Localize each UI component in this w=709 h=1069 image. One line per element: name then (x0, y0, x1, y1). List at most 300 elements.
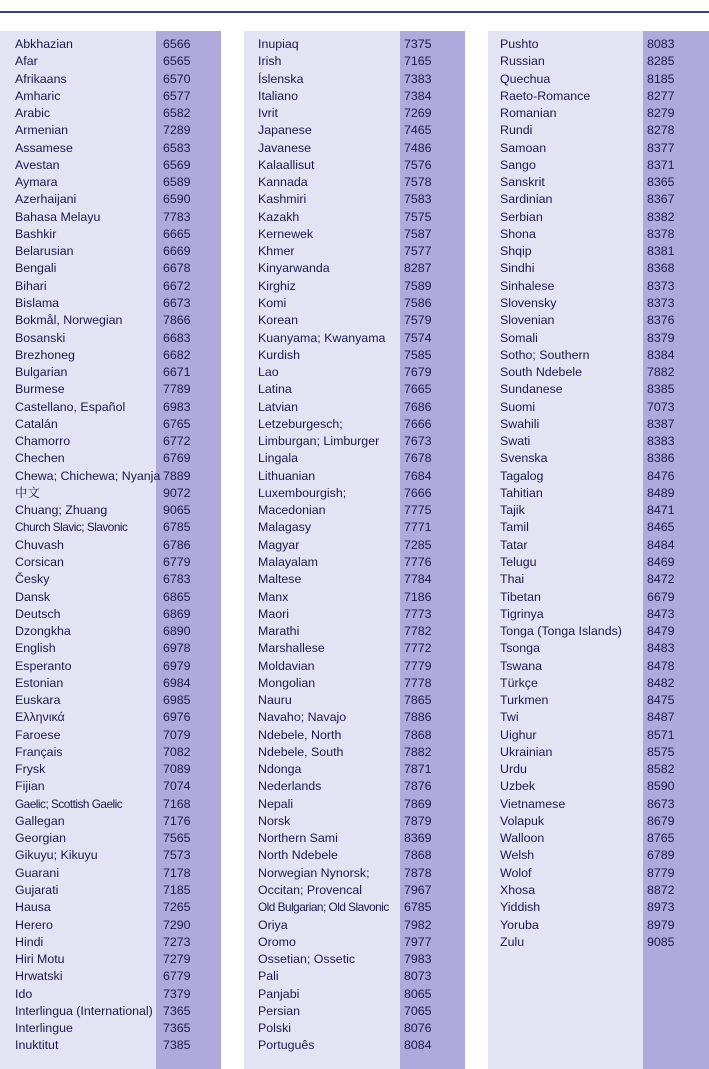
language-row (488, 88, 709, 105)
language-code: 7082 (163, 744, 191, 759)
language-row (244, 519, 465, 536)
language-code: 7186 (404, 589, 432, 604)
language-row (0, 709, 221, 726)
language-name: Deutsch (15, 606, 61, 621)
language-code: 6979 (163, 658, 191, 673)
language-row (488, 554, 709, 571)
language-row (488, 727, 709, 744)
language-code: 6665 (163, 226, 191, 241)
language-code: 8590 (647, 779, 675, 794)
language-name: Herero (15, 917, 53, 932)
language-row (0, 278, 221, 295)
language-code: 7573 (163, 848, 191, 863)
language-name: Somali (500, 330, 538, 345)
language-row (0, 519, 221, 536)
language-name: Bokmål, Norwegian (15, 313, 123, 328)
language-row (244, 399, 465, 416)
language-code: 8185 (647, 71, 675, 86)
language-code: 7771 (404, 520, 432, 535)
language-code: 7384 (404, 88, 432, 103)
language-name: Interlingua (International) (15, 1003, 153, 1018)
language-code: 8387 (647, 416, 675, 431)
language-code: 7176 (163, 813, 191, 828)
language-code: 8084 (404, 1038, 432, 1053)
language-row (488, 813, 709, 830)
language-name: Irish (258, 54, 282, 69)
language-name: Nepali (258, 796, 294, 811)
language-code: 8484 (647, 537, 675, 552)
language-name: Russian (500, 54, 545, 69)
language-name: Volapuk (500, 813, 545, 828)
language-code: 8083 (647, 37, 675, 51)
language-row (488, 847, 709, 864)
language-code: 7967 (404, 883, 432, 898)
language-name: Frysk (15, 762, 46, 777)
language-name: Korean (258, 313, 298, 328)
language-code: 7265 (163, 900, 191, 915)
language-name: Pali (258, 969, 279, 984)
language-row (244, 122, 465, 139)
language-code: 7465 (404, 123, 432, 138)
language-code: 8377 (647, 140, 675, 155)
language-name: Esperanto (15, 658, 72, 673)
language-row (0, 468, 221, 485)
language-code: 7865 (404, 693, 432, 708)
language-name: Raeto-Romance (500, 88, 591, 103)
language-code: 6577 (163, 88, 191, 103)
language-name: Italiano (258, 88, 298, 103)
language-code: 8872 (647, 883, 675, 898)
language-code: 7073 (647, 399, 675, 414)
language-name: Nederlands (258, 779, 322, 794)
language-name: Zulu (500, 934, 525, 949)
language-row (488, 399, 709, 416)
language-name: Burmese (15, 382, 65, 397)
language-row (488, 865, 709, 882)
language-code: 8385 (647, 382, 675, 397)
language-name: Kazakh (258, 209, 300, 224)
language-row (488, 53, 709, 70)
language-code: 6679 (647, 589, 675, 604)
language-row (0, 571, 221, 588)
language-name: Magyar (258, 537, 300, 552)
language-row (244, 692, 465, 709)
language-code: 7886 (404, 710, 432, 725)
language-row (244, 433, 465, 450)
language-row (0, 226, 221, 243)
language-code: 7269 (404, 106, 432, 121)
language-name: Tamil (500, 520, 529, 535)
language-code: 7585 (404, 347, 432, 362)
language-name: Abkhazian (15, 37, 73, 51)
language-code: 6669 (163, 244, 191, 259)
language-name: Kinyarwanda (258, 261, 330, 276)
language-code: 8365 (647, 175, 675, 190)
language-row (0, 865, 221, 882)
language-code: 6765 (163, 416, 191, 431)
language-row (244, 778, 465, 795)
language-name: Tigrinya (500, 606, 544, 621)
language-name: Samoan (500, 140, 547, 155)
language-code: 7586 (404, 295, 432, 310)
language-rows (244, 36, 465, 1055)
language-row (244, 934, 465, 951)
language-name: Javanese (258, 140, 312, 155)
language-name: Malagasy (258, 520, 312, 535)
language-code: 9065 (163, 503, 191, 518)
language-code: 8367 (647, 192, 675, 207)
language-row (244, 468, 465, 485)
language-name: Ido (15, 986, 33, 1001)
language-code: 8279 (647, 106, 675, 121)
language-row (0, 450, 221, 467)
language-row (0, 606, 221, 623)
language-name: Latvian (258, 399, 298, 414)
language-name: Belarusian (15, 244, 74, 259)
language-row (244, 364, 465, 381)
language-row (244, 968, 465, 985)
language-name: Avestan (15, 157, 60, 172)
language-row (244, 658, 465, 675)
language-row (0, 260, 221, 277)
language-row (244, 709, 465, 726)
language-code: 7273 (163, 934, 191, 949)
language-name: Serbian (500, 209, 543, 224)
language-code: 7684 (404, 468, 432, 483)
language-code: 6589 (163, 175, 191, 190)
language-code: 8979 (647, 917, 675, 932)
language-row (244, 53, 465, 70)
language-row (244, 554, 465, 571)
language-row (488, 796, 709, 813)
language-row (244, 36, 465, 53)
language-name: Ndebele, North (258, 727, 342, 742)
language-code: 7575 (404, 209, 432, 224)
language-row (0, 433, 221, 450)
language-name: Yoruba (500, 917, 539, 932)
language-row (244, 191, 465, 208)
language-code: 6984 (163, 675, 191, 690)
language-name: Kirghiz (258, 278, 296, 293)
language-code: 9085 (647, 934, 675, 949)
language-code: 8076 (404, 1021, 432, 1036)
language-row (488, 709, 709, 726)
language-row (244, 1037, 465, 1054)
language-code: 7589 (404, 278, 432, 293)
language-code: 6590 (163, 192, 191, 207)
language-name: Bosanski (15, 330, 66, 345)
language-name: Welsh (500, 848, 535, 863)
language-row (0, 105, 221, 122)
language-name: Gikuyu; Kikuyu (15, 848, 98, 863)
language-code: 7773 (404, 606, 432, 621)
language-code: 8471 (647, 503, 675, 518)
language-row (488, 260, 709, 277)
language-row (0, 796, 221, 813)
language-name: Moldavian (258, 658, 315, 673)
language-row (488, 278, 709, 295)
language-code: 7882 (647, 365, 675, 380)
language-code: 7665 (404, 382, 432, 397)
language-name: Inupiaq (258, 37, 299, 51)
language-row (0, 778, 221, 795)
language-name: Tatar (500, 537, 528, 552)
language-name: Corsican (15, 554, 64, 569)
language-code: 8571 (647, 727, 675, 742)
language-row (488, 761, 709, 778)
language-name: Gaelic; Scottish Gaelic (15, 796, 123, 811)
language-code: 7168 (163, 796, 191, 811)
language-name: Tswana (500, 658, 543, 673)
language-code: 7879 (404, 813, 432, 828)
language-name: Bulgarian (15, 365, 68, 380)
language-code: 8473 (647, 606, 675, 621)
language-name: Sango (500, 157, 536, 172)
language-name: Kernewek (258, 226, 314, 241)
language-row (244, 88, 465, 105)
language-code: 9072 (163, 485, 191, 500)
language-row (488, 589, 709, 606)
language-name: Ukrainian (500, 744, 553, 759)
language-name: Turkmen (500, 693, 549, 708)
language-code: 6772 (163, 434, 191, 449)
language-name: Thai (500, 572, 525, 587)
language-code: 7789 (163, 382, 191, 397)
language-name: Chuang; Zhuang (15, 503, 108, 518)
language-code: 8373 (647, 278, 675, 293)
language-name: Svenska (500, 451, 548, 466)
language-row (244, 899, 465, 916)
language-code: 7889 (163, 468, 191, 483)
language-name: Amharic (15, 88, 61, 103)
language-code: 7486 (404, 140, 432, 155)
language-name: Ossetian; Ossetic (258, 952, 356, 967)
language-row (244, 675, 465, 692)
language-row (0, 157, 221, 174)
language-name: Armenian (15, 123, 69, 138)
language-code: 7782 (404, 624, 432, 639)
language-code: 6779 (163, 554, 191, 569)
language-code: 6786 (163, 537, 191, 552)
language-row (488, 882, 709, 899)
language-row (488, 433, 709, 450)
language-name: Aymara (15, 175, 58, 190)
language-code: 8489 (647, 485, 675, 500)
language-code: 8373 (647, 295, 675, 310)
language-code: 8382 (647, 209, 675, 224)
language-code: 7565 (163, 831, 191, 846)
language-name: Português (258, 1038, 315, 1053)
language-code: 6683 (163, 330, 191, 345)
language-row (244, 105, 465, 122)
language-row (488, 174, 709, 191)
language-rows (488, 36, 709, 951)
language-name: Uighur (500, 727, 537, 742)
language-row (488, 381, 709, 398)
language-row (0, 295, 221, 312)
language-row (244, 951, 465, 968)
language-row (244, 416, 465, 433)
language-row (244, 882, 465, 899)
language-code: 6678 (163, 261, 191, 276)
language-code: 6978 (163, 641, 191, 656)
language-name: Maori (258, 606, 289, 621)
language-code: 7776 (404, 554, 432, 569)
language-row (244, 330, 465, 347)
language-row (488, 917, 709, 934)
language-row (488, 295, 709, 312)
language-row (0, 727, 221, 744)
language-code: 6983 (163, 399, 191, 414)
language-name: Xhosa (500, 883, 536, 898)
language-row (0, 1003, 221, 1020)
language-code: 8278 (647, 123, 675, 138)
language-row (488, 312, 709, 329)
language-code: 7579 (404, 313, 432, 328)
language-row (488, 606, 709, 623)
language-row (0, 88, 221, 105)
language-name: Rundi (500, 123, 533, 138)
language-row (244, 502, 465, 519)
language-row (244, 986, 465, 1003)
language-code: 8379 (647, 330, 675, 345)
language-name: Bislama (15, 295, 60, 310)
language-name: Afrikaans (15, 71, 67, 86)
language-code: 8482 (647, 675, 675, 690)
language-row (488, 468, 709, 485)
language-row (244, 243, 465, 260)
language-row (244, 140, 465, 157)
language-name: Romanian (500, 106, 557, 121)
language-row (0, 416, 221, 433)
language-row (0, 951, 221, 968)
language-name: Íslenska (258, 71, 304, 86)
language-name: Azerhaijani (15, 192, 77, 207)
language-code: 6869 (163, 606, 191, 621)
language-row (0, 675, 221, 692)
language-code: 7982 (404, 917, 432, 932)
language-name: Tonga (Tonga Islands) (500, 624, 622, 639)
language-code: 7577 (404, 244, 432, 259)
language-code: 6566 (163, 37, 191, 51)
language-row (488, 71, 709, 88)
language-row (244, 347, 465, 364)
language-row (488, 537, 709, 554)
language-column-3 (488, 31, 709, 1069)
language-name: Sanskrit (500, 175, 545, 190)
language-name: Fijian (15, 779, 45, 794)
language-name: Tibetan (500, 589, 541, 604)
language-name: Uzbek (500, 779, 536, 794)
language-name: Hrwatski (15, 969, 63, 984)
language-name: Komi (258, 295, 287, 310)
language-code: 7882 (404, 744, 432, 759)
language-code: 7868 (404, 727, 432, 742)
language-code: 6976 (163, 710, 191, 725)
language-row (0, 312, 221, 329)
language-row (244, 813, 465, 830)
language-name: Kuanyama; Kwanyama (258, 330, 386, 345)
language-row (244, 640, 465, 657)
language-row (0, 537, 221, 554)
language-row (244, 830, 465, 847)
language-name: Polski (258, 1021, 292, 1036)
language-code: 7673 (404, 434, 432, 449)
language-row (488, 519, 709, 536)
language-row (244, 1003, 465, 1020)
language-code: 6769 (163, 451, 191, 466)
language-code: 7583 (404, 192, 432, 207)
language-name: Tahitian (500, 485, 543, 500)
language-name: Français (15, 744, 63, 759)
language-row (488, 226, 709, 243)
language-name: Old Bulgarian; Old Slavonic (258, 900, 389, 915)
language-row (0, 640, 221, 657)
language-name: Macedonian (258, 503, 326, 518)
language-row (244, 847, 465, 864)
language-code: 6779 (163, 969, 191, 984)
language-name: Oromo (258, 934, 296, 949)
language-code: 8381 (647, 244, 675, 259)
language-code: 8487 (647, 710, 675, 725)
language-code: 8277 (647, 88, 675, 103)
language-code: 7285 (404, 537, 432, 552)
language-name: Kashmiri (258, 192, 307, 207)
language-name: Sardinian (500, 192, 553, 207)
language-row (0, 692, 221, 709)
language-code: 7383 (404, 71, 432, 86)
language-row (488, 485, 709, 502)
language-code: 7876 (404, 779, 432, 794)
language-row (0, 174, 221, 191)
language-name: Yiddish (500, 900, 541, 915)
language-row (488, 122, 709, 139)
language-name: Chewa; Chichewa; Nyanja (15, 468, 161, 483)
language-row (0, 502, 221, 519)
language-code: 7977 (404, 934, 432, 949)
language-row (0, 1037, 221, 1054)
language-name: Sotho; Southern (500, 347, 590, 362)
language-code: 7871 (404, 762, 432, 777)
language-row (0, 53, 221, 70)
language-code: 8378 (647, 226, 675, 241)
language-row (0, 658, 221, 675)
language-row (0, 847, 221, 864)
language-row (244, 623, 465, 640)
language-name: Slovensky (500, 295, 557, 310)
language-name: Walloon (500, 831, 545, 846)
language-code: 7983 (404, 952, 432, 967)
language-code: 8475 (647, 693, 675, 708)
language-row (488, 330, 709, 347)
language-row (244, 727, 465, 744)
language-code: 6785 (404, 900, 432, 915)
language-name: English (15, 641, 56, 656)
language-name: South Ndebele (500, 365, 582, 380)
language-row (488, 36, 709, 53)
language-row (488, 191, 709, 208)
language-row (0, 934, 221, 951)
language-name: Marshallese (258, 641, 325, 656)
language-row (0, 140, 221, 157)
language-name: 中文 (15, 485, 40, 500)
language-code: 7587 (404, 226, 432, 241)
language-row (244, 312, 465, 329)
language-row (0, 554, 221, 571)
language-row (0, 761, 221, 778)
language-code: 8779 (647, 865, 675, 880)
language-code: 7878 (404, 865, 432, 880)
